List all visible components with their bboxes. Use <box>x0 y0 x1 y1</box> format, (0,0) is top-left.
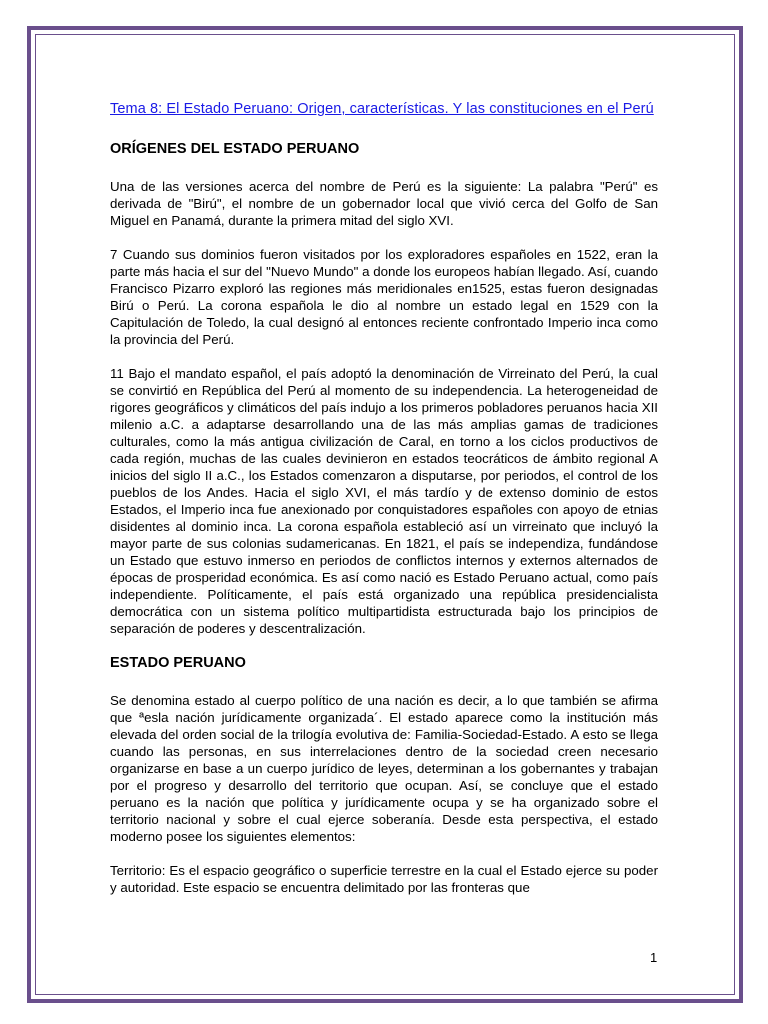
document-body <box>110 101 658 913</box>
heading-estado-peruano: ESTADO PERUANO <box>110 655 246 671</box>
paragraph-4: Se denomina estado al cuerpo político de una nación es decir, a lo que también se afirma que ªesla nación jurídicamente organizada´. El estado aparece como la institución más elevada del orden social de la trilogía evolutiva de: Familia-Sociedad-Estado. A esto se llega cuando las personas, en sus interrelaciones dentro de la sociedad creen necesario organizarse en base a un cuerpo jurídico de leyes, determinan a los gobernantes y trabajan por el progreso y desarrollo del territorio que ocupan. Así, se concluye que el estado peruano es la nación que política y jurídicamente ocupa y se ha organizado sobre el territorio nacional y sobre el cual ejerce soberanía. Desde esta perspectiva, el estado moderno posee los siguientes elementos: <box>110 693 658 844</box>
paragraph-5: Territorio: Es el espacio geográfico o superficie terrestre en la cual el Estado ejerce su poder y autoridad. Este espacio se encuentra delimitado por las fronteras que <box>110 863 658 895</box>
paragraph-3: 11 Bajo el mandato español, el país adoptó la denominación de Virreinato del Perú, la cual se convirtió en República del Perú al momento de su independencia. La heterogeneidad de rigores geográficos y climáticos del país indujo a los primeros pobladores peruanos hacia XII milenio a.C. a adaptarse desarrollando una de las más amplias gamas de tradiciones culturales, como la más antigua civilización de Caral, en torno a los ciclos productivos de cada región, muchas de las cuales devinieron en estados teocráticos de ámbito regional A inicios del siglo II a.C., los Estados comenzaron a disputarse, por periodos, el control de los pueblos de los Andes. Hacia el siglo XVI, el más tardío y de extenso dominio de estos Estados, el Imperio inca fue anexionado por conquistadores españoles con apoyo de etnias disidentes al dominio inca. La corona española estableció así un virreinato que incluyó la mayor parte de sus colonias sudamericanas. En 1821, el país se independiza, fundándose un Estado que estuvo inmerso en periodos de conflictos internos y externos alternados de épocas de prosperidad económica. Es así como nació es Estado Peruano actual, como país independiente. Políticamente, el país está organizado una república presidencialista democrática con un sistema político multipartidista estructurada bajo los principios de separación de poderes y descentralización. <box>110 366 658 636</box>
page-number: 1 <box>650 950 658 965</box>
paragraph-2: 7 Cuando sus dominios fueron visitados por los exploradores españoles en 1522, eran la parte más hacia el sur del "Nuevo Mundo" a donde los europeos habían llegado. Así, cuando Francisco Pizarro exploró las regiones más meridionales en1525, estas fueron designadas Birú o Perú. La corona española le dio al nombre un estado legal en 1529 con la Capitulación de Toledo, la cual designó al entonces reciente confrontado Imperio inca como la provincia del Perú. <box>110 247 658 347</box>
paragraph-1: Una de las versiones acerca del nombre de Perú es la siguiente: La palabra "Perú" es derivada de "Birú", el nombre de un gobernador local que vivió cerca del Golfo de San Miguel en Panamá, durante la primera mitad del siglo XVI. <box>110 179 658 228</box>
heading-origenes: ORÍGENES DEL ESTADO PERUANO <box>110 141 360 157</box>
title-link[interactable]: Tema 8: El Estado Peruano: Origen, características. Y las constituciones en el Perú <box>110 101 654 117</box>
